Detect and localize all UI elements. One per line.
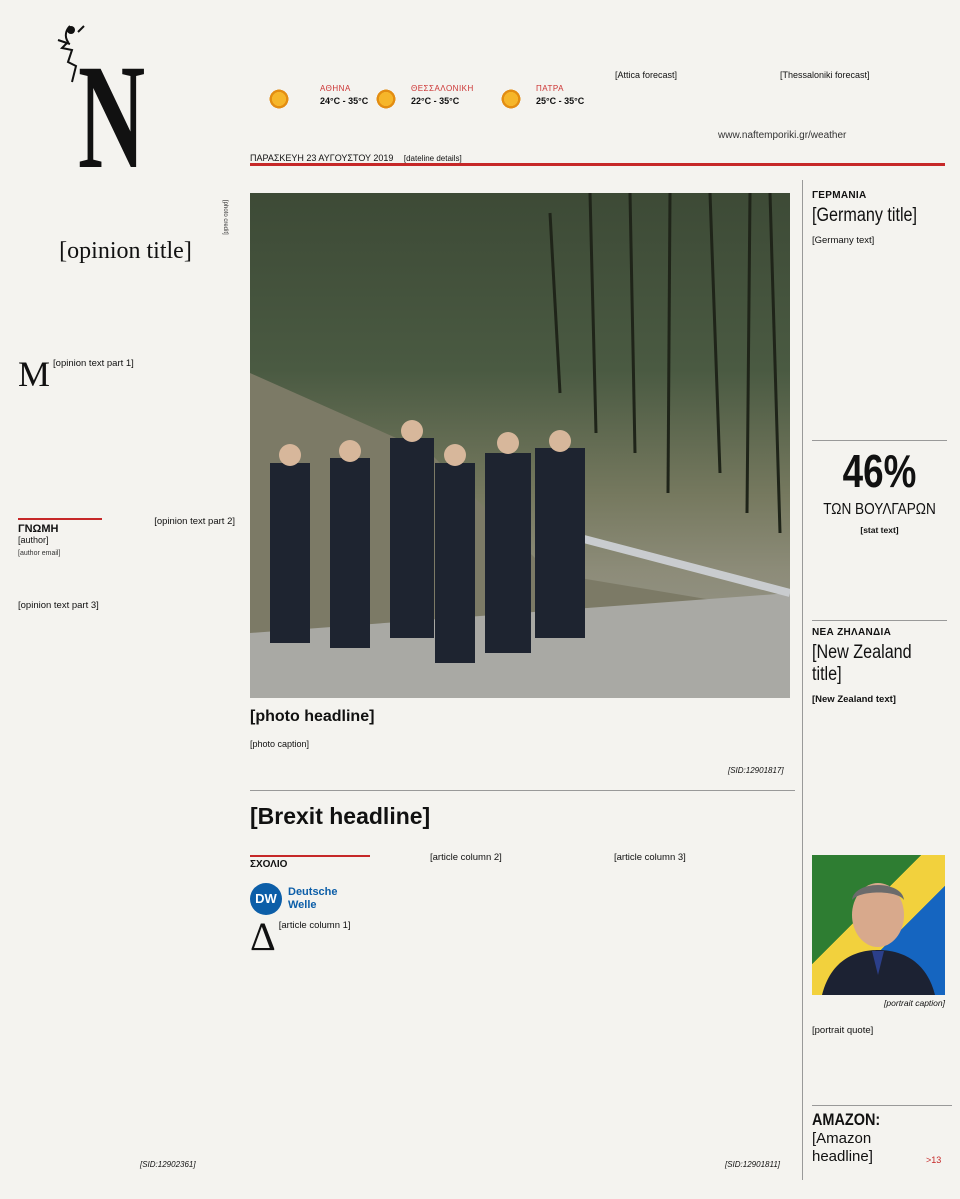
germany-body: [Germany text] [812,235,875,246]
nz-title: [New Zealand title] [812,642,912,685]
portrait-quote: [portrait quote] [812,1025,874,1036]
germany-kicker: ΓΕΡΜΑΝΙΑ [812,190,867,201]
opinion-text: [opinion text part 3] [18,600,99,611]
sun-icon [500,88,522,110]
dateline-details: [dateline details] [403,154,462,163]
dw-logo [250,883,370,917]
opinion-text: [opinion text part 2] [154,516,235,527]
masthead-logo [50,22,150,200]
sun-icon [375,88,397,110]
stat-subject: ΤΩΝ ΒΟΥΛΓΑΡΩΝ [823,501,936,518]
weather-url[interactable]: www.naftemporiki.gr/weather [718,130,847,141]
logo-letter: N [78,34,146,200]
city-temp: 22°C - 35°C [411,96,460,106]
city-name: ΑΘΗΝΑ [320,84,351,93]
photo-headline: [photo headline] [250,708,375,725]
opinion-dropcap: Μ [18,354,51,394]
brexit-headline: [Brexit headline] [250,803,431,829]
brexit-section-label [250,855,370,870]
nz-body: [New Zealand text] [812,694,896,705]
portrait-photo [812,855,945,995]
photo-sid: [SID:12901817] [728,766,784,775]
weather-city-athens [268,84,378,124]
brexit-dropcap: Δ [250,920,276,959]
portrait-caption: [portrait caption] [884,998,945,1008]
weather-city-patra [500,84,600,124]
opinion-email[interactable]: [author email] [18,550,61,557]
portrait-figure [812,855,945,995]
city-name: ΠΑΤΡΑ [536,84,564,93]
city-name: ΘΕΣΣΑΛΟΝΙΚΗ [411,84,474,93]
main-photo [250,193,790,698]
thessaloniki-forecast: [Thessaloniki forecast] [780,70,870,80]
opinion-byline [18,518,102,576]
nz-kicker: ΝΕΑ ΖΗΛΑΝΔΙΑ [812,627,892,638]
city-temp: 25°C - 35°C [536,96,585,106]
sidebar-rule [802,180,803,1180]
germany-title: [Germany title] [812,205,918,226]
opinion-paragraph-1 [18,354,235,516]
stat-value: 46% [842,445,917,497]
stat-body: [stat text] [860,525,899,535]
nz-brief [812,620,947,706]
opinion-sid: [SID:12902361] [140,1160,196,1169]
dateline [250,148,945,166]
brexit-col1 [250,920,420,1170]
opinion-author: [author] [18,535,49,545]
brexit-top-rule [250,790,795,791]
dw-name-2: Welle [288,899,317,911]
attica-forecast: [Attica forecast] [615,70,678,80]
dw-name-1: Deutsche [288,886,338,898]
weather-city-thessaloniki [375,84,495,124]
dateline-date: ΠΑΡΑΣΚΕΥΗ 23 ΑΥΓΟΥΣΤΟΥ 2019 [250,153,394,163]
opinion-text: [opinion text part 1] [53,358,134,369]
amazon-kicker: AMAZON: [812,1110,881,1129]
brexit-col3: [article column 3] [614,852,686,863]
amazon-page-ref[interactable]: >13 [926,1155,942,1165]
brexit-sid: [SID:12901811] [725,1160,781,1169]
dw-logo-icon: DW [250,883,282,915]
sun-icon [268,88,290,110]
section-label: ΣΧΟΛΙΟ [250,859,288,870]
photo-credit: [photo credit] [222,200,228,235]
opinion-paragraph-3 [18,600,235,1165]
opinion-title: [opinion title] [59,238,192,264]
germany-brief [812,190,947,247]
opinion-label: ΓΝΩΜΗ [18,523,59,535]
photo-caption: [photo caption] [250,739,310,749]
brexit-col2: [article column 2] [430,852,502,863]
article-text: [article column 1] [278,920,351,931]
opinion-paragraph-2 [108,516,235,594]
weather-bar [250,70,960,130]
stat-box [812,440,947,536]
city-temp: 24°C - 35°C [320,96,369,106]
amazon-title: [Amazon headline] [812,1130,873,1165]
photo-scene [250,193,790,698]
